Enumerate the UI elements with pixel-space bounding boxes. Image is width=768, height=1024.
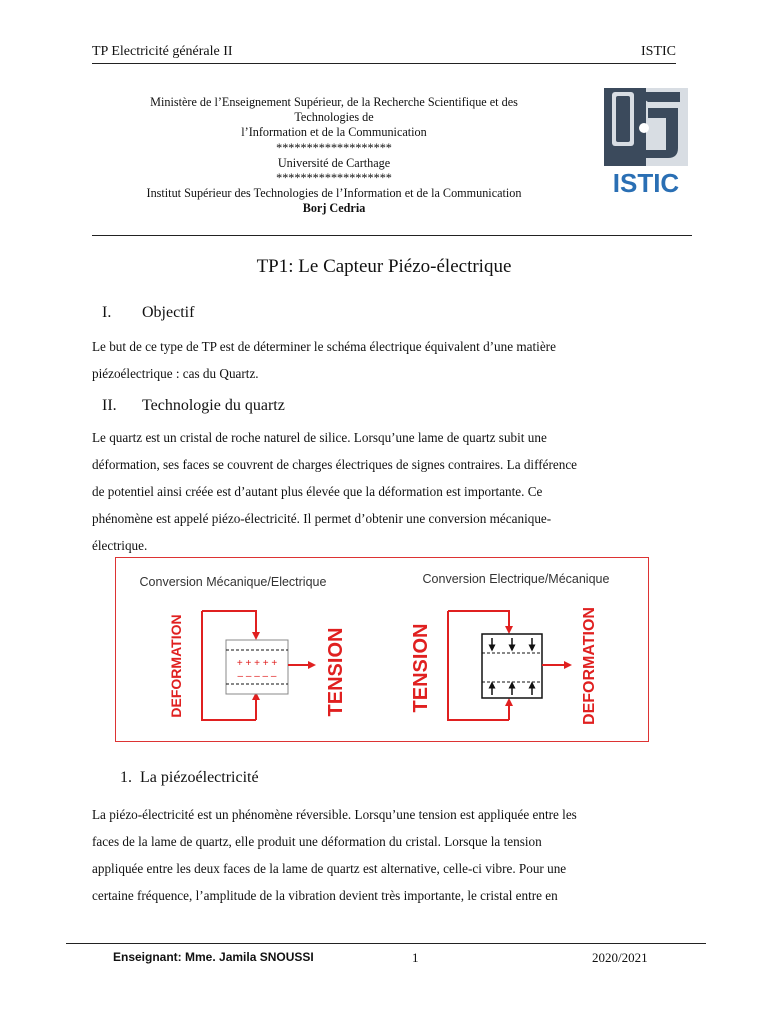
page-number: 1 bbox=[412, 950, 419, 965]
paragraph-line: Le quartz est un cristal de roche naturel de silice. Lorsqu’une lame de quartz subit une bbox=[92, 430, 547, 445]
paragraph-technologie bbox=[92, 424, 677, 559]
institution-line: l’Information et de la Communication bbox=[241, 125, 427, 140]
running-header-institution: ISTIC bbox=[641, 44, 676, 59]
piezo-diagram bbox=[116, 558, 647, 740]
istic-logo-icon bbox=[604, 88, 688, 200]
section-number: I. bbox=[102, 304, 112, 321]
document-title: TP1: Le Capteur Piézo-électrique bbox=[256, 256, 512, 277]
paragraph-line: certaine fréquence, l’amplitude de la vibration devient très importante, le cristal entre en bbox=[92, 888, 558, 903]
institution-location: Borj Cedria bbox=[302, 201, 366, 216]
paragraph-line: faces de la lame de quartz, elle produit une déformation du cristal. Lorsque la tension bbox=[92, 834, 542, 849]
paragraph-line: phénomène est appelé piézo-électricité. Il permet d’obtenir une conversion mécanique- bbox=[92, 511, 552, 526]
institution-separator: ******************* bbox=[276, 171, 392, 186]
right-tension-label: TENSION bbox=[410, 623, 432, 713]
left-tension-label: TENSION bbox=[325, 627, 347, 717]
paragraph-line: piézoélectrique : cas du Quartz. bbox=[92, 366, 259, 381]
paragraph-piezo bbox=[92, 801, 677, 909]
logo-text: ISTIC bbox=[612, 168, 680, 198]
running-header-title: TP Electricité générale II bbox=[92, 44, 233, 59]
institution-block bbox=[92, 95, 576, 217]
section-title: Objectif bbox=[142, 304, 195, 321]
footer-teacher: Enseignant: Mme. Jamila SNOUSSI bbox=[113, 950, 314, 964]
plus-charges: + + + + + bbox=[236, 658, 278, 669]
subsection-title: La piézoélectricité bbox=[140, 769, 259, 786]
paragraph-line: appliquée entre les deux faces de la lame de quartz est alternative, celle-ci vibre. Pour une bbox=[92, 861, 567, 876]
section-title: Technologie du quartz bbox=[142, 397, 285, 414]
institution-line: Institut Supérieur des Technologies de l’Information et de la Communication bbox=[146, 186, 522, 201]
minus-charges: – – – – – bbox=[237, 671, 277, 682]
header-rule bbox=[92, 63, 676, 64]
right-figure-title: Conversion Electrique/Mécanique bbox=[422, 572, 610, 586]
paragraph-line: de potentiel ainsi créée est d’autant plus élevée que la déformation est importante. Ce bbox=[92, 484, 543, 499]
section-heading-technologie bbox=[102, 397, 285, 415]
institution-line: Université de Carthage bbox=[277, 155, 391, 170]
section-heading-objectif bbox=[102, 304, 194, 322]
footer-rule bbox=[66, 943, 706, 944]
section-number: II. bbox=[102, 397, 117, 414]
left-deformation-label: DEFORMATION bbox=[168, 614, 184, 718]
paragraph-line: Le but de ce type de TP est de déterminer le schéma électrique équivalent d’une matière bbox=[92, 339, 556, 354]
title-rule bbox=[92, 235, 692, 236]
subsection-heading-piezo bbox=[120, 769, 259, 787]
paragraph-line: La piézo-électricité est un phénomène réversible. Lorsqu’une tension est appliquée entre les bbox=[92, 807, 577, 822]
istic-logo bbox=[604, 88, 688, 200]
subsection-number: 1. bbox=[120, 769, 132, 786]
paragraph-line: électrique. bbox=[92, 538, 148, 553]
right-deformation-label: DEFORMATION bbox=[581, 607, 598, 725]
institution-line: Technologies de bbox=[294, 110, 374, 125]
piezo-conversion-figure bbox=[115, 557, 649, 742]
paragraph-line: déformation, ses faces se couvrent de charges électriques de signes contraires. La différence bbox=[92, 457, 578, 472]
institution-line: Ministère de l’Enseignement Supérieur, de la Recherche Scientifique et des bbox=[150, 95, 518, 109]
footer-year: 2020/2021 bbox=[592, 950, 648, 965]
paragraph-objectif bbox=[92, 333, 677, 387]
institution-separator: ******************* bbox=[276, 140, 392, 155]
left-figure-title: Conversion Mécanique/Electrique bbox=[139, 575, 327, 589]
